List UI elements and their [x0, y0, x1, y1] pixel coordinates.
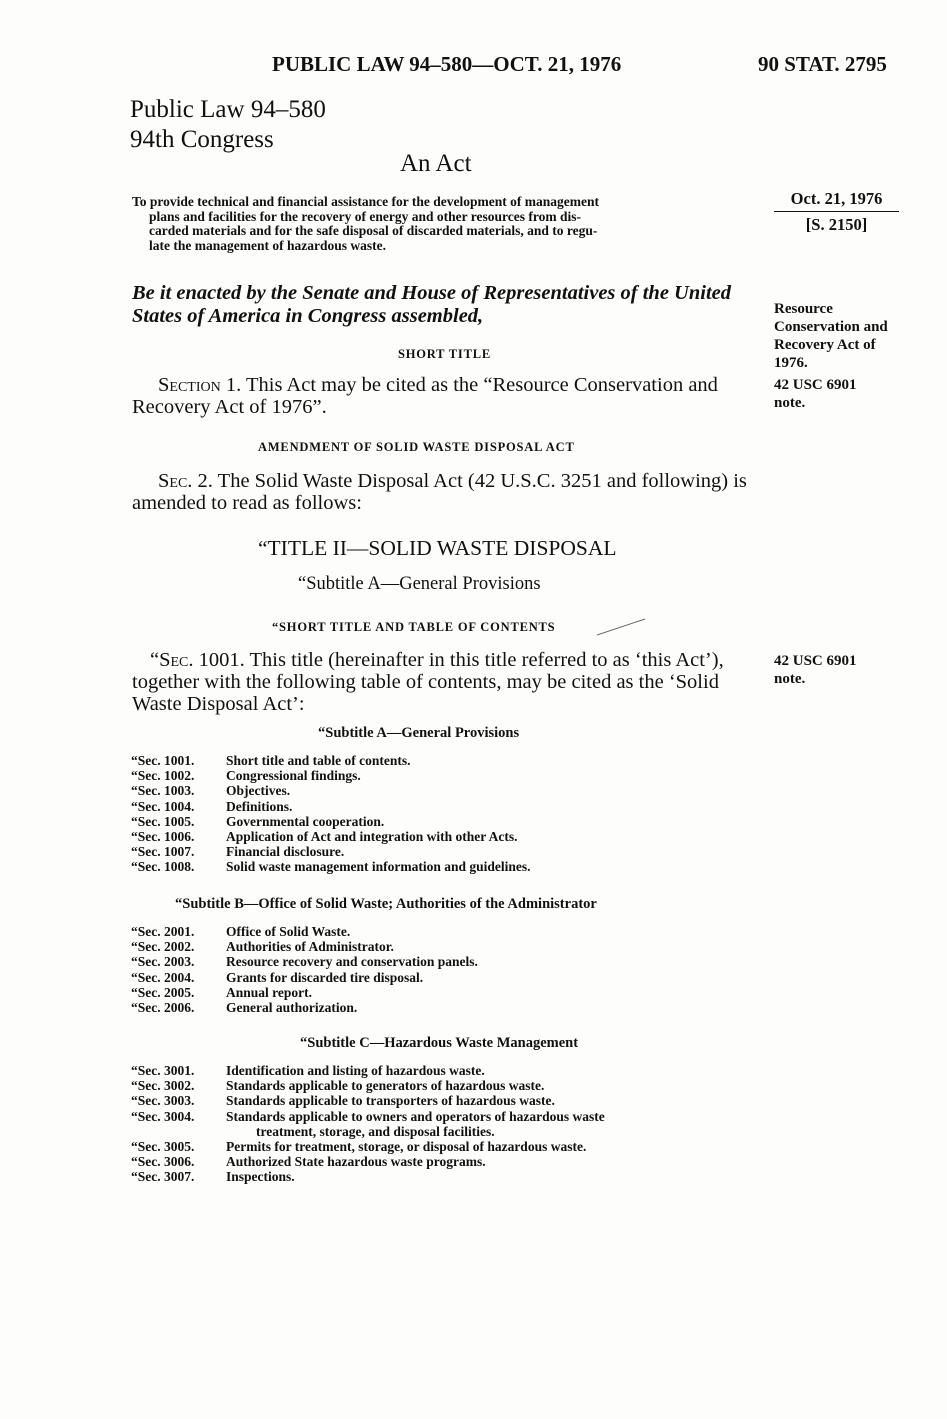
statute-citation: 90 STAT. 2795 — [758, 52, 887, 76]
toc-section-number: “Sec. 1008. — [131, 859, 195, 875]
toc-row — [131, 970, 478, 985]
toc-row — [131, 1063, 605, 1078]
toc-row — [131, 1109, 605, 1124]
toc-row — [131, 783, 531, 798]
toc-row — [131, 1078, 605, 1093]
toc-section-title: Short title and table of contents. — [226, 753, 411, 768]
toc-section-number: “Sec. 2002. — [131, 939, 195, 955]
toc-row — [131, 1000, 478, 1015]
toc-section-title: Standards applicable to transporters of hazardous waste. — [226, 1093, 555, 1109]
toc-section-number: “Sec. 1007. — [131, 844, 195, 860]
toc-section-number: “Sec. 3007. — [131, 1169, 195, 1185]
pencil-mark — [597, 617, 647, 637]
toc-section-number: “Sec. 1006. — [131, 829, 195, 845]
toc-subtitle-c-heading: “Subtitle C—Hazardous Waste Management — [300, 1035, 579, 1051]
section-2-text — [132, 470, 762, 514]
toc-row — [131, 753, 531, 768]
toc-row — [131, 814, 531, 829]
toc-section-number: “Sec. 1001. — [131, 753, 195, 768]
public-law-number: Public Law 94–580 — [130, 96, 326, 123]
toc-subtitle-b-list — [131, 924, 478, 1015]
toc-row — [131, 985, 478, 1000]
toc-subtitle-a-heading: “Subtitle A—General Provisions — [318, 725, 520, 741]
toc-section-number: “Sec. 3004. — [131, 1108, 195, 1124]
section-1-label: Section 1. — [158, 374, 242, 396]
bill-number: [S. 2150] — [805, 215, 868, 234]
title-heading: “TITLE II—SOLID WASTE DISPOSAL — [258, 536, 617, 560]
purpose-line: To provide technical and financial assistance for the development of management — [132, 194, 599, 209]
toc-section-title: Objectives. — [226, 783, 291, 799]
toc-row-continuation — [131, 1124, 605, 1139]
toc-section-number: “Sec. 2001. — [131, 924, 195, 939]
toc-section-number: “Sec. 3001. — [131, 1063, 195, 1078]
purpose-paragraph — [132, 195, 762, 253]
toc-section-title: Resource recovery and conservation panels. — [226, 954, 478, 970]
toc-section-title: Grants for discarded tire disposal. — [226, 969, 424, 985]
enacting-clause: Be it enacted by the Senate and House of Representatives of the United States of America in Congress assembled, — [132, 282, 732, 327]
section-1001-body: This title (hereinafter in this title referred to as ‘this Act’), together with the following table of contents, may be cited as the ‘Solid Waste Disposal Act’: — [132, 649, 724, 715]
toc-row — [131, 844, 531, 859]
short-title-margin-note: Resource Conservation and Recovery Act of 1976. — [774, 301, 888, 371]
subtitle-a-heading: “Subtitle A—General Provisions — [298, 574, 541, 594]
purpose-line: plans and facilities for the recovery of energy and other resources from dis- — [149, 208, 581, 224]
toc-section-title-continuation: treatment, storage, and disposal facilities. — [256, 1123, 495, 1139]
toc-section-title: Authorized State hazardous waste programs. — [226, 1154, 486, 1170]
toc-heading: “SHORT TITLE AND TABLE OF CONTENTS — [272, 620, 556, 634]
toc-row — [131, 1169, 605, 1184]
toc-section-number: “Sec. 1003. — [131, 783, 195, 799]
act-label: An Act — [400, 150, 472, 177]
approval-date-box — [774, 189, 899, 235]
toc-section-title: Office of Solid Waste. — [226, 924, 351, 939]
toc-section-title: Congressional findings. — [226, 768, 361, 784]
toc-section-title: Permits for treatment, storage, or disposal of hazardous waste. — [226, 1139, 587, 1155]
toc-subtitle-a-list — [131, 753, 531, 875]
toc-section-number: “Sec. 3006. — [131, 1154, 195, 1170]
toc-section-number: “Sec. 2006. — [131, 1000, 195, 1016]
toc-section-number: “Sec. 2005. — [131, 984, 195, 1000]
toc-section-number: “Sec. 2003. — [131, 954, 195, 970]
purpose-line: carded materials and for the safe disposal of discarded materials, and to regu- — [149, 223, 598, 238]
toc-section-number: “Sec. 1002. — [131, 768, 195, 784]
toc-section-title: Application of Act and integration with other Acts. — [226, 829, 518, 845]
section-1-body: This Act may be cited as the “Resource Conservation and Recovery Act of 1976”. — [132, 374, 718, 418]
toc-subtitle-c-list — [131, 1063, 605, 1185]
toc-section-title: Standards applicable to owners and operators of hazardous waste — [226, 1108, 605, 1124]
toc-section-title: General authorization. — [226, 1000, 358, 1016]
toc-section-number: “Sec. 1004. — [131, 798, 195, 814]
toc-section-title: Governmental cooperation. — [226, 813, 385, 829]
toc-section-title: Identification and listing of hazardous waste. — [226, 1063, 485, 1078]
toc-row — [131, 939, 478, 954]
toc-row — [131, 954, 478, 969]
section-1001-label: “Sec. 1001. — [150, 649, 245, 671]
toc-section-title: Authorities of Administrator. — [226, 939, 394, 955]
toc-section-title: Inspections. — [226, 1169, 295, 1185]
toc-section-number: “Sec. 2004. — [131, 969, 195, 985]
toc-section-title: Standards applicable to generators of hazardous waste. — [226, 1078, 545, 1094]
toc-row — [131, 1093, 605, 1108]
toc-section-number: “Sec. 1005. — [131, 813, 195, 829]
toc-subtitle-b-heading: “Subtitle B—Office of Solid Waste; Authorities of the Administrator — [175, 896, 597, 912]
toc-section-number: “Sec. 3003. — [131, 1093, 195, 1109]
toc-row — [131, 859, 531, 874]
toc-row — [131, 768, 531, 783]
purpose-line: late the management of hazardous waste. — [149, 237, 386, 253]
toc-row — [131, 1139, 605, 1154]
toc-row — [131, 1154, 605, 1169]
usc-margin-note: 42 USC 6901 note. — [774, 377, 857, 411]
amendment-heading: AMENDMENT OF SOLID WASTE DISPOSAL ACT — [258, 440, 575, 454]
running-head: PUBLIC LAW 94–580—OCT. 21, 1976 — [272, 52, 622, 76]
toc-row — [131, 799, 531, 814]
section-2-body: The Solid Waste Disposal Act (42 U.S.C. 3251 and following) is amended to read as follows: — [132, 470, 747, 514]
toc-section-title: Definitions. — [226, 798, 293, 814]
section-1-text — [132, 374, 762, 418]
section-2-label: Sec. 2. — [158, 470, 213, 492]
usc-margin-note: 42 USC 6901 note. — [774, 653, 857, 687]
toc-row — [131, 829, 531, 844]
toc-section-title: Financial disclosure. — [226, 844, 345, 860]
toc-section-title: Solid waste management information and guidelines. — [226, 859, 531, 875]
toc-row — [131, 924, 478, 939]
section-1001-text — [132, 649, 762, 715]
congress-number: 94th Congress — [130, 126, 274, 153]
approval-date: Oct. 21, 1976 — [774, 189, 899, 212]
toc-section-number: “Sec. 3002. — [131, 1078, 195, 1094]
toc-section-title: Annual report. — [226, 984, 313, 1000]
short-title-heading: SHORT TITLE — [398, 347, 492, 361]
toc-section-number: “Sec. 3005. — [131, 1139, 195, 1155]
